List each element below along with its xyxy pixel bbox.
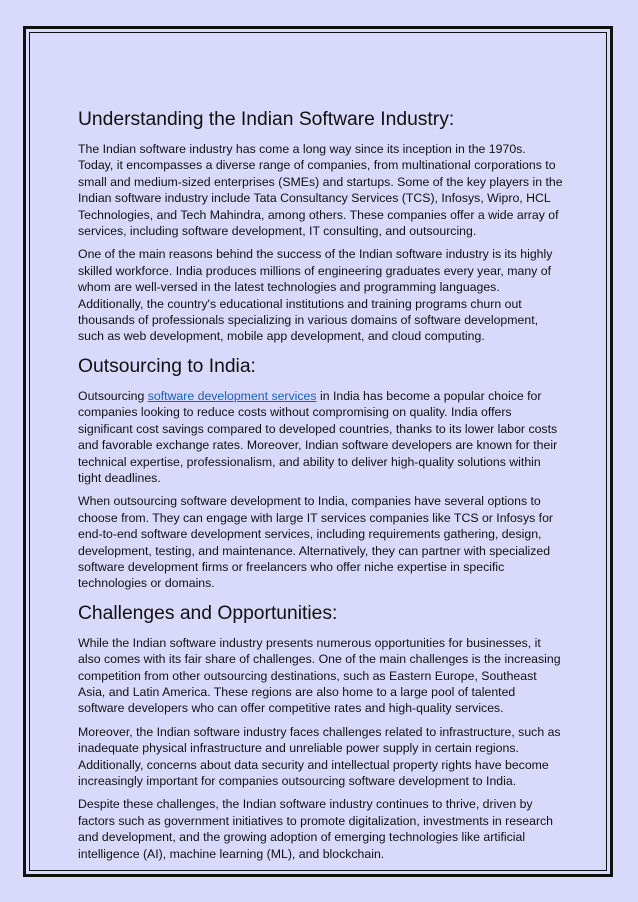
software-development-services-link[interactable]: software development services	[147, 388, 317, 403]
section-heading: Understanding the Indian Software Industry:	[78, 109, 455, 130]
paragraph: Moreover, the Indian software industry faces challenges related to infrastructure, such as inadequate physical infrastructure and unreliable power supply in certain regions. Additionally, concerns about data security and intellectual property rights have become increasingly important for companies outsourcing software development to India.	[78, 724, 561, 788]
paragraph: While the Indian software industry presents numerous opportunities for businesses, it also comes with its fair share of challenges. One of the main challenges is the increasing competition from other outsourcing destinations, such as Eastern Europe, Southeast Asia, and Latin America. These regions are also home to a large pool of talented software developers who can offer competitive rates and high-quality services.	[78, 635, 561, 716]
paragraph-with-link	[78, 388, 564, 486]
section-indian-software-industry	[78, 108, 564, 345]
paragraph: When outsourcing software development to India, companies have several options to choose from. They can engage with large IT services companies like TCS or Infosys for end-to-end software development services, including requirements gathering, design, development, testing, and maintenance. Alternatively, they can partner with specialized software development firms or freelancers who offer niche expertise in specific technologies or domains.	[78, 494, 554, 591]
paragraph-text: in India has become a popular choice for companies looking to reduce costs without compromising on quality. India offers significant cost savings compared to developed countries, thanks to its lower labor costs and favorable exchange rates. Moreover, Indian software developers are known for their technical expertise, professionalism, and ability to deliver high-quality solutions within tight deadlines.	[78, 388, 558, 485]
section-heading: Outsourcing to India:	[78, 355, 256, 377]
paragraph: Despite these challenges, the Indian software industry continues to thrive, driven by factors such as government initiatives to promote digitalization, investments in research and development, and the growing adoption of emerging technologies like artificial intelligence (AI), machine learning (ML), and blockchain.	[78, 797, 554, 861]
section-outsourcing-to-india	[78, 355, 564, 592]
document-content	[78, 108, 564, 872]
section-challenges-opportunities	[78, 602, 564, 862]
paragraph-text: Outsourcing	[78, 388, 148, 403]
section-heading: Challenges and Opportunities:	[78, 602, 338, 624]
paragraph: One of the main reasons behind the success of the Indian software industry is its highly skilled workforce. India produces millions of engineering graduates every year, many of whom are well-versed in the latest technologies and programming languages. Additionally, the country's educational institutions and training programs churn out thousands of professionals specializing in various domains of software development, such as web development, mobile app development, and cloud computing.	[78, 247, 553, 344]
paragraph: The Indian software industry has come a long way since its inception in the 1970s. Today, it encompasses a diverse range of companies, from multinational corporations to small and medium-sized enterprises (SMEs) and startups. Some of the key players in the Indian software industry include Tata Consultancy Services (TCS), Infosys, Wipro, HCL Technologies, and Tech Mahindra, among others. These companies offer a wide array of services, including software development, IT consulting, and outsourcing.	[78, 142, 563, 239]
